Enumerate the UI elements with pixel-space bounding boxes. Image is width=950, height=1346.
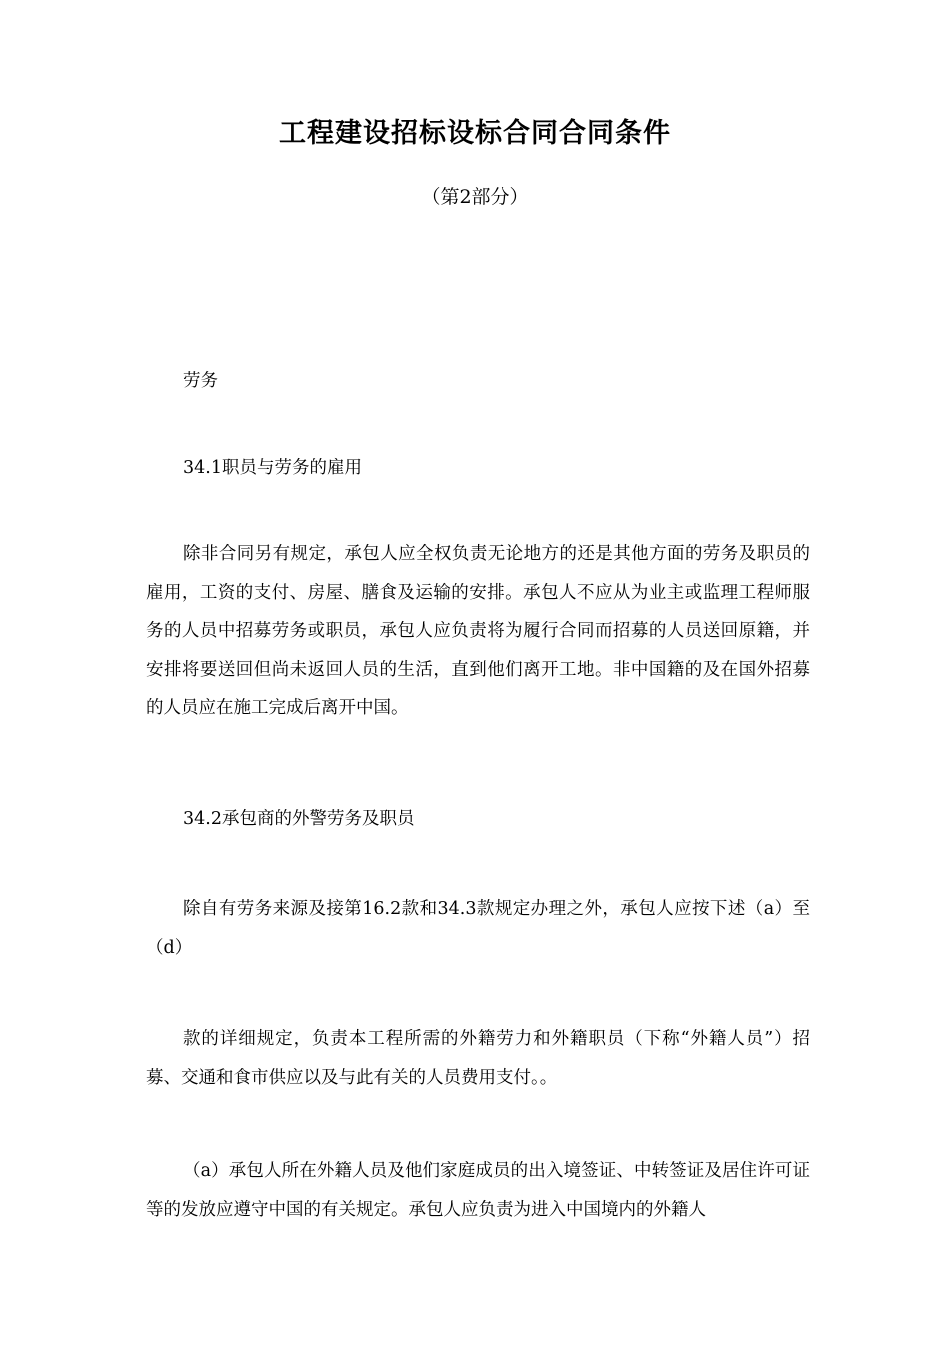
document-subtitle: （第2部分） bbox=[421, 186, 529, 208]
clause-34-2-paragraph-2: 款的详细规定，负责本工程所需的外籍劳力和外籍职员（下称“外籍人员”）招募、交通和食市供应以及与此有关的人员费用支付。。 bbox=[146, 1029, 810, 1088]
section-heading: 劳务 bbox=[183, 371, 218, 391]
clause-34-1-heading: 34.1职员与劳务的雇用 bbox=[183, 458, 362, 478]
clause-34-2-heading: 34.2承包商的外警劳务及职员 bbox=[183, 809, 415, 829]
clause-34-2-item-a: （a）承包人所在外籍人员及他们家庭成员的出入境签证、中转签证及居住许可证等的发放应遵守中国的有关规定。承包人应负责为进入中国境内的外籍人 bbox=[146, 1161, 810, 1220]
document-title: 工程建设招标设标合同合同条件 bbox=[279, 118, 671, 149]
clause-34-2-paragraph-1: 除自有劳务来源及接第16.2款和34.3款规定办理之外，承包人应按下述（a）至（d） bbox=[146, 899, 810, 958]
clause-34-1-body: 除非合同另有规定，承包人应全权负责无论地方的还是其他方面的劳务及职员的雇用，工资的支付、房屋、膳食及运输的安排。承包人不应从为业主或监理工程师服务的人员中招募劳务或职员，承包人应负责将为履行合同而招募的人员送回原籍，并安排将要送回但尚未返回人员的生活，直到他们离开工地。非中国籍的及在国外招募的人员应在施工完成后离开中国。 bbox=[146, 544, 810, 718]
